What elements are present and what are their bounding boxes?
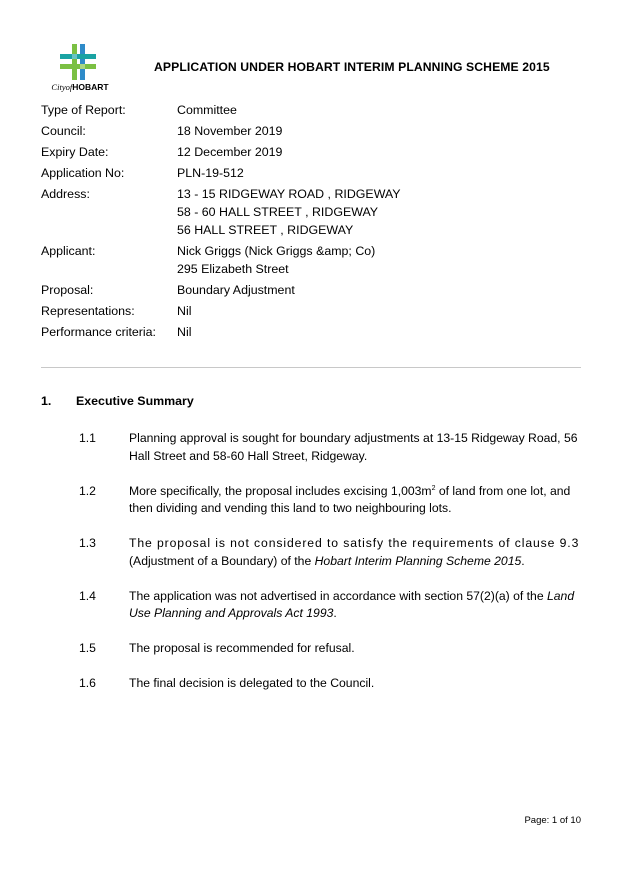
address-line: 58 - 60 HALL STREET , RIDGEWAY (177, 205, 379, 219)
summary-item: 1.4 The application was not advertised in accordance with section 57(2)(a) of the Land Use Planning and Approvals Act 1993. (79, 588, 575, 620)
detail-representations: Representations: Nil (41, 304, 192, 318)
applicant-line: Nick Griggs (Nick Griggs &amp; Co) (177, 244, 376, 258)
address-line: 13 - 15 RIDGEWAY ROAD , RIDGEWAY (177, 187, 401, 201)
summary-item: 1.3 The proposal is not considered to satisfy the requirements of clause 9.3 (Adjustment of a Boundary) of the Hobart Interim Planning Scheme 2015. (79, 536, 580, 568)
detail-application-no: Application No: PLN-19-512 (41, 166, 244, 180)
detail-performance-criteria: Performance criteria: Nil (41, 325, 192, 339)
report-details (41, 101, 581, 344)
city-of-hobart-logo (34, 44, 126, 96)
detail-type-of-report: Type of Report: Committee (41, 103, 237, 117)
document-title: APPLICATION UNDER HOBART INTERIM PLANNING SCHEME 2015 (154, 60, 550, 74)
section-number: 1. (41, 394, 52, 408)
section-title: Executive Summary (76, 394, 194, 408)
logo-wordmark: CityofHOBART (51, 82, 109, 92)
summary-item: 1.5 The proposal is recommended for refusal. (79, 641, 355, 655)
detail-applicant: Applicant: Nick Griggs (Nick Griggs &amp; Co) 295 Elizabeth Street (41, 242, 581, 278)
summary-item: 1.6 The final decision is delegated to the Council. (79, 676, 375, 690)
summary-item: 1.1 Planning approval is sought for boundary adjustments at 13-15 Ridgeway Road, 56 Hall Street and 58-60 Hall Street, Ridgeway. (79, 431, 578, 463)
section-divider (41, 367, 581, 368)
detail-expiry-date: Expiry Date: 12 December 2019 (41, 145, 283, 159)
detail-proposal: Proposal: Boundary Adjustment (41, 283, 295, 297)
address-line: 56 HALL STREET , RIDGEWAY (177, 223, 354, 237)
executive-summary-list (41, 430, 581, 710)
detail-council: Council: 18 November 2019 (41, 124, 283, 138)
detail-address: Address: 13 - 15 RIDGEWAY ROAD , RIDGEWAY 58 - 60 HALL STREET , RIDGEWAY 56 HALL STREET , RIDGEWAY (41, 185, 581, 239)
hobart-logo-icon (60, 44, 96, 80)
page-number: Page: 1 of 10 (524, 815, 581, 826)
summary-item: 1.2 More specifically, the proposal includes excising $1,003m^2$ of land from one lot, and then dividing and vending this land to two neighbouring lots. (79, 483, 571, 515)
applicant-line: 295 Elizabeth Street (177, 262, 289, 276)
